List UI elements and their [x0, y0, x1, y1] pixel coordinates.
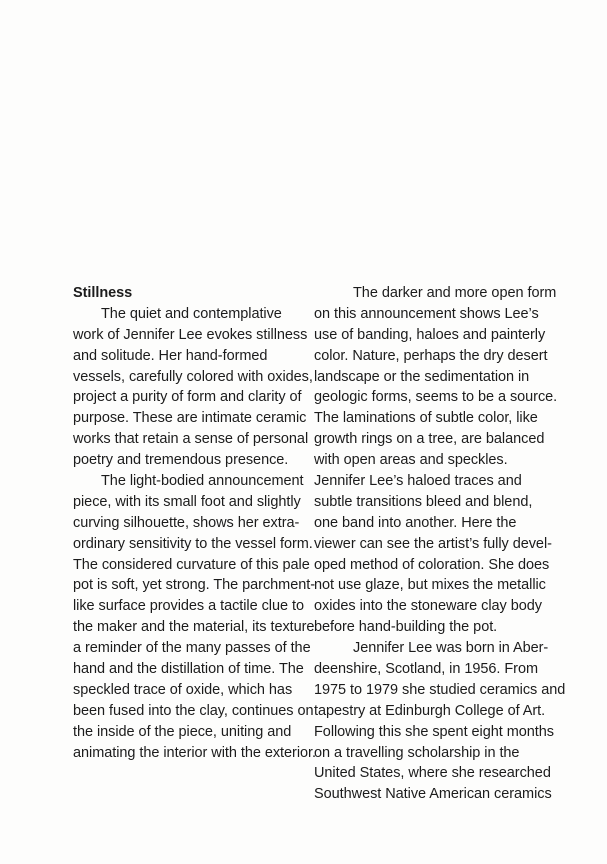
paragraph-line: one band into another. Here the — [314, 514, 517, 531]
paragraph-line: Jennifer Lee was born in Aber- — [353, 640, 549, 657]
paragraph-line: oxides into the stoneware clay body — [314, 598, 542, 615]
paragraph-line: piece, with its small foot and slightly — [73, 493, 301, 510]
paragraph-line: Jennifer Lee’s haloed traces and — [314, 473, 522, 490]
paragraph-line: The laminations of subtle color, like — [314, 410, 538, 427]
paragraph-line: The considered curvature of this pale — [73, 556, 310, 573]
paragraph-line: geologic forms, seems to be a source. — [314, 389, 558, 406]
paragraph-line: the maker and the material, its texture — [73, 619, 315, 636]
right-column — [314, 283, 576, 805]
paragraph-line: viewer can see the artist’s fully devel- — [314, 535, 552, 552]
paragraph-line: pot is soft, yet strong. The parchment- — [73, 577, 315, 594]
paragraph-line: The light-bodied announcement — [101, 473, 304, 490]
paragraph-line: subtle transitions bleed and blend, — [314, 493, 533, 510]
paragraph-line: landscape or the sedimentation in — [314, 368, 530, 385]
left-column — [62, 283, 316, 763]
paragraph-line: color. Nature, perhaps the dry desert — [314, 347, 548, 364]
paragraph-line: United States, where she researched — [314, 765, 551, 782]
paragraph-line: purpose. These are intimate ceramic — [73, 410, 307, 427]
paragraph-line: on this announcement shows Lee’s — [314, 305, 539, 322]
section-heading: Stillness — [73, 285, 133, 301]
paragraph-line: with open areas and speckles. — [314, 452, 508, 469]
paragraph-line: and solitude. Her hand-formed — [73, 347, 268, 364]
paragraph-line: growth rings on a tree, are balanced — [314, 431, 545, 448]
paragraph-line: on a travelling scholarship in the — [314, 744, 520, 761]
paragraph-line: the inside of the piece, uniting and — [73, 723, 292, 740]
paragraph-line: been fused into the clay, continues on — [73, 702, 314, 719]
paragraph-line: speckled trace of oxide, which has — [73, 681, 293, 698]
paragraph-line: project a purity of form and clarity of — [73, 389, 302, 406]
paragraph-line: ordinary sensitivity to the vessel form. — [73, 535, 313, 552]
paragraph-line: like surface provides a tactile clue to — [73, 598, 304, 615]
paragraph-line: a reminder of the many passes of the — [73, 640, 311, 657]
paragraph-line: animating the interior with the exterior. — [73, 744, 316, 761]
paragraph-line: curving silhouette, shows her extra- — [73, 514, 300, 531]
paragraph-line: poetry and tremendous presence. — [73, 452, 289, 469]
paragraph-line: tapestry at Edinburgh College of Art. — [314, 702, 546, 719]
paragraph-line: works that retain a sense of personal — [73, 431, 309, 448]
paragraph-line: Southwest Native American ceramics — [314, 786, 552, 803]
paragraph-line: not use glaze, but mixes the metallic — [314, 577, 546, 594]
paragraph-line: use of banding, haloes and painterly — [314, 326, 546, 343]
paragraph-line: The quiet and contemplative — [101, 305, 282, 322]
paragraph-line: deenshire, Scotland, in 1956. From — [314, 661, 538, 678]
paragraph-line: work of Jennifer Lee evokes stillness — [73, 326, 308, 343]
paragraph-line: Following this she spent eight months — [314, 723, 554, 740]
paragraph-line: vessels, carefully colored with oxides, — [73, 368, 313, 385]
paragraph-line: 1975 to 1979 she studied ceramics and — [314, 681, 566, 698]
paragraph-line: oped method of coloration. She does — [314, 556, 550, 573]
paragraph-line: The darker and more open form — [353, 285, 557, 301]
paragraph-line: before hand-building the pot. — [314, 619, 498, 636]
paragraph-line: hand and the distillation of time. The — [73, 661, 304, 678]
